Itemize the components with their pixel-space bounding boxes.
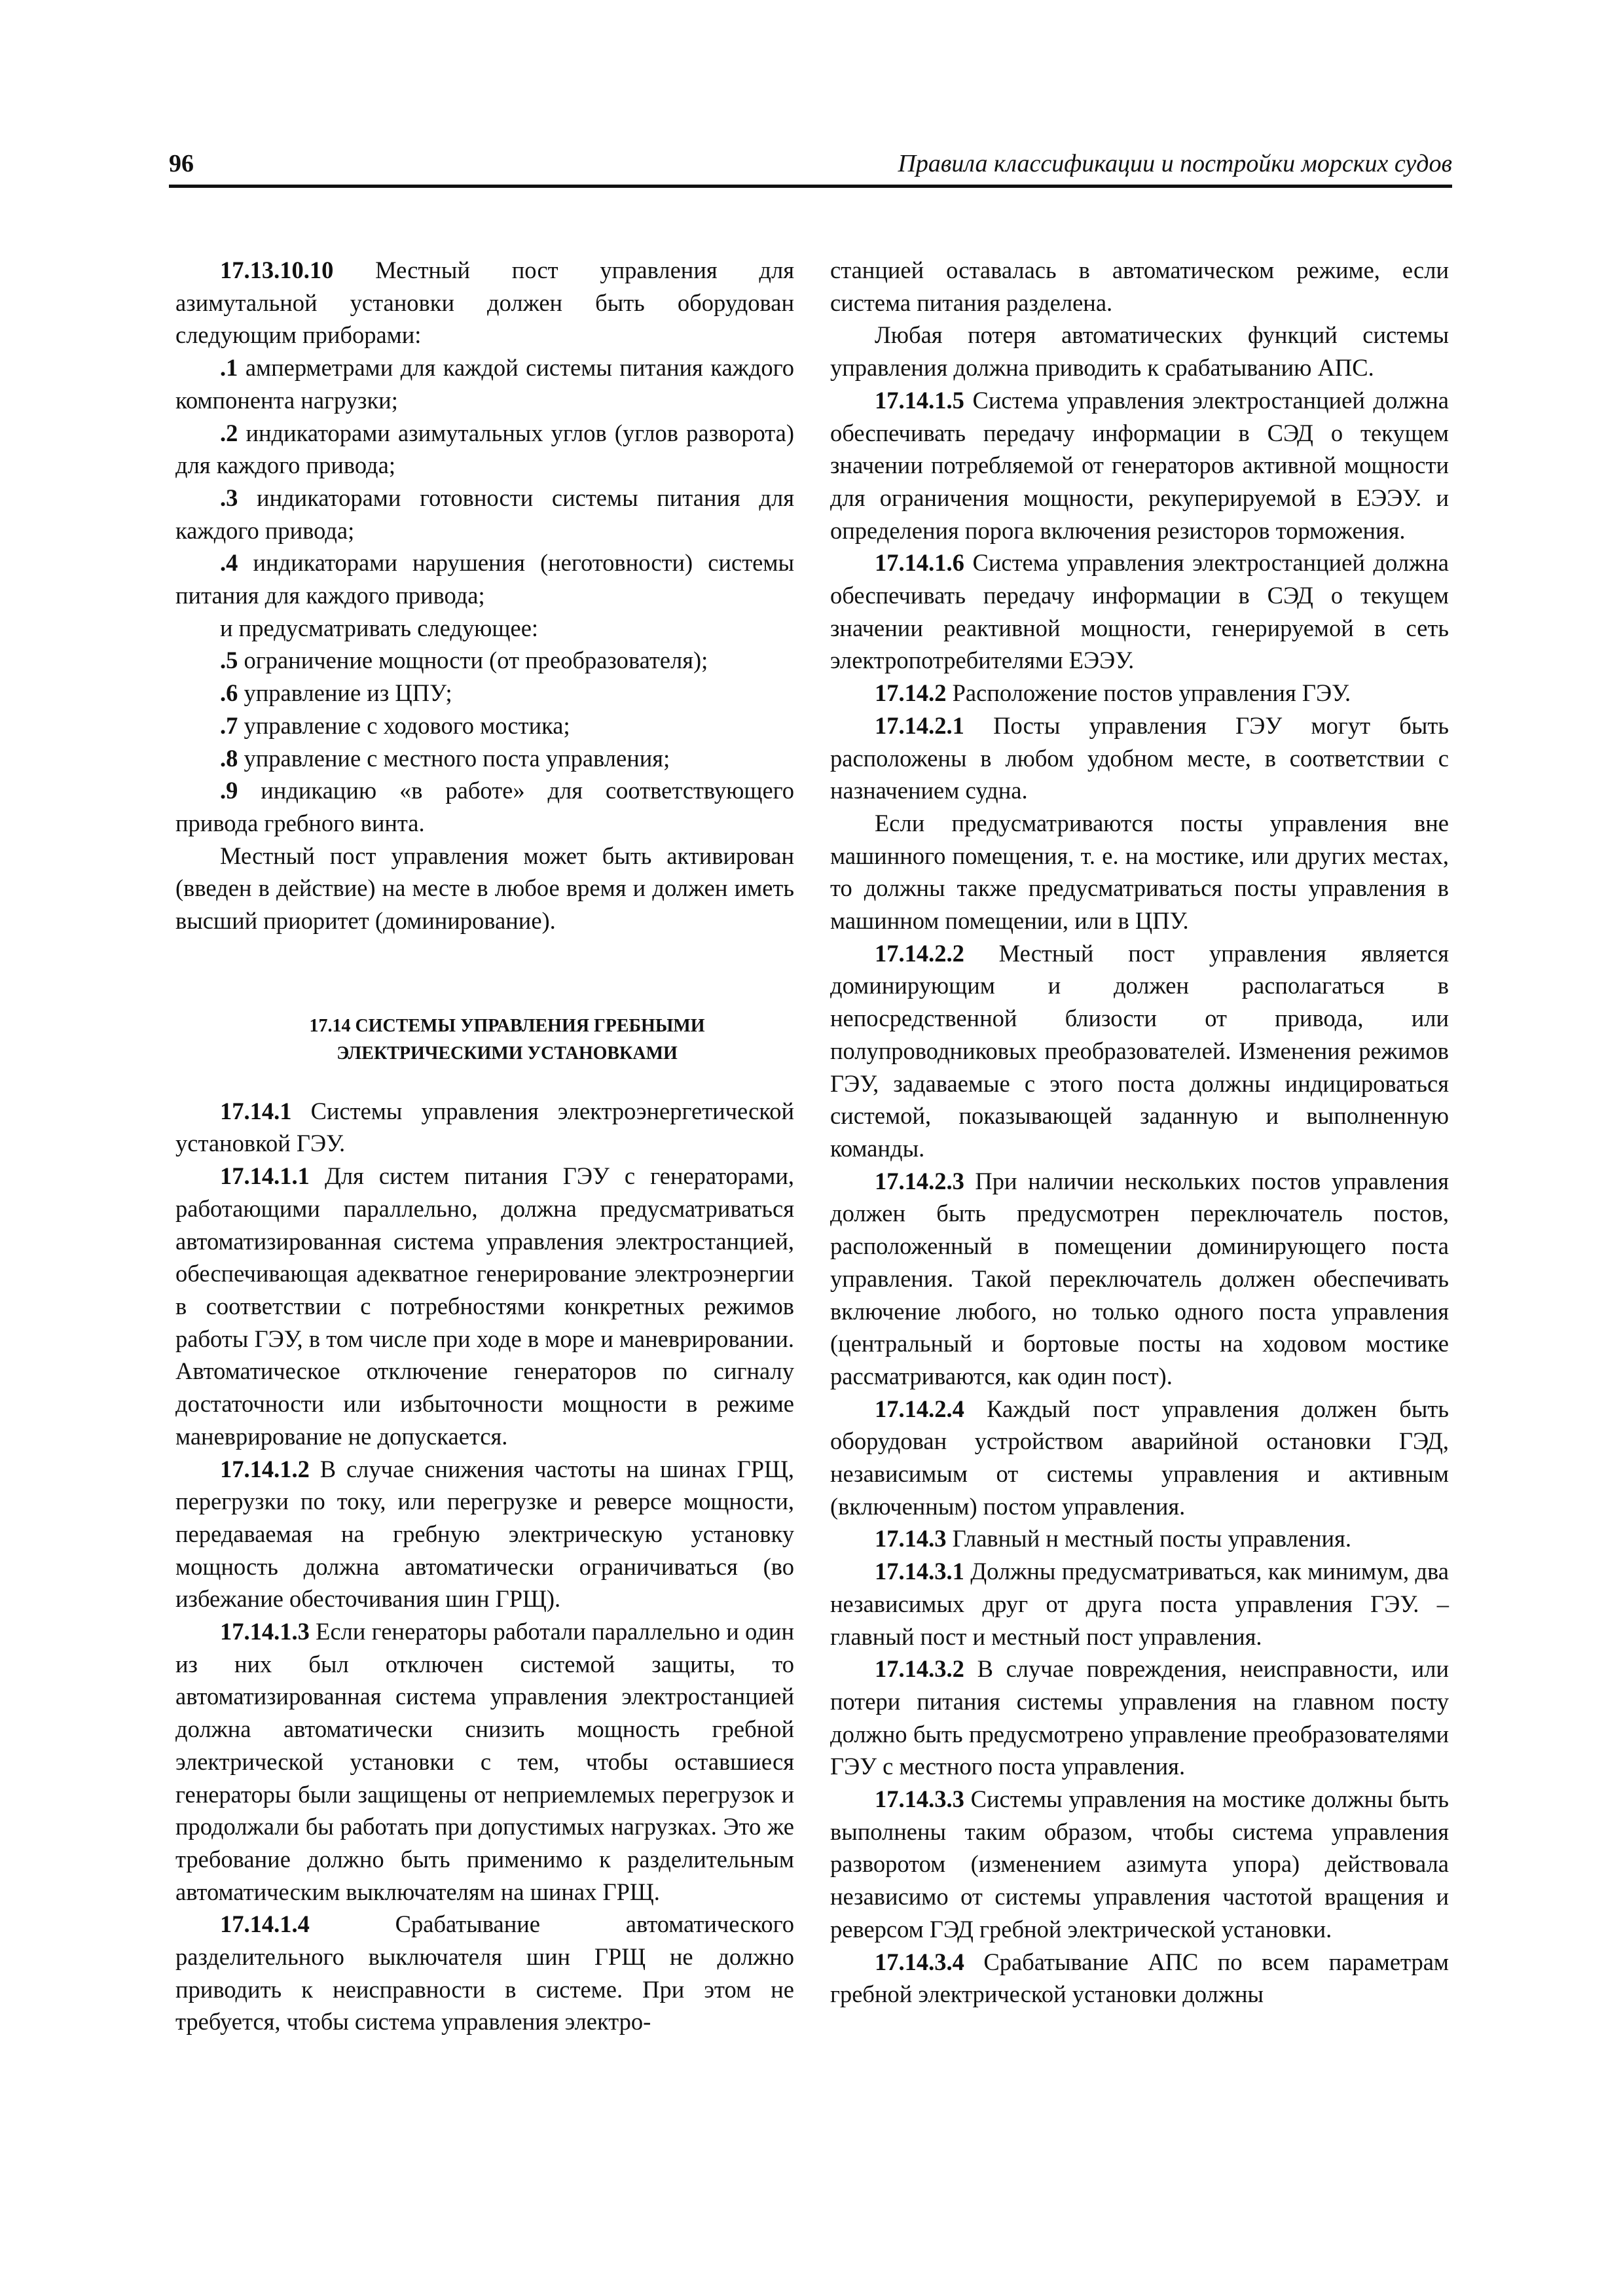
paragraph [175, 1160, 794, 1452]
paragraph [175, 482, 794, 547]
clause-number: .2 [220, 419, 238, 446]
right-column-paragraphs [830, 254, 1449, 2011]
paragraph-text: индикаторами азимутальных углов (углов разворота) для каждого привода; [175, 419, 794, 479]
paragraph-text: управление из ЦПУ; [238, 679, 452, 707]
clause-number: .9 [220, 777, 238, 804]
paragraph [830, 709, 1449, 807]
paragraph-text: и предусматривать следующее: [220, 614, 539, 641]
paragraph [830, 1165, 1449, 1393]
paragraph-text: Системы управления на мостике должны быть выполнены таким образом, чтобы система управления разворотом (изменением азимута упора) действовала независимо от системы управления частотой вращения и реверсом ГЭД гребной электрической установки. [830, 1785, 1449, 1943]
paragraph [175, 677, 794, 709]
paragraph [830, 937, 1449, 1165]
page-number: 96 [169, 150, 194, 177]
paragraph-text: Для систем питания ГЭУ с генераторами, работающими параллельно, должна предусматриваться автоматизированная система управления электростанцией, обеспечивающая адекватное генерирование электроэнергии в соответствии с потребностями конкретных режимов работы ГЭУ, в том числе при ходе в море и маневрировании. Автоматическое отключение генераторов по сигналу достаточности или избыточности мощности в режиме маневрирование не допускается. [175, 1162, 794, 1450]
paragraph-text: Местный пост управления является доминирующим и должен располагаться в непосредственной близости от привода, или полупроводниковых преобразователей. Изменения режимов ГЭУ, задаваемые с этого поста должны индицироваться системой, показывающей заданную и выполненную команды. [830, 939, 1449, 1162]
paragraph [830, 1555, 1449, 1653]
paragraph-text: Расположение постов управления ГЭУ. [946, 679, 1351, 707]
paragraph [175, 612, 794, 645]
paragraph [830, 547, 1449, 677]
paragraph [175, 709, 794, 742]
clause-number: .4 [220, 549, 238, 577]
clause-number: 17.14.1.3 [220, 1618, 310, 1645]
clause-number: 17.14.3.4 [875, 1948, 964, 1975]
paragraph-text: Любая потеря автоматических функций системы управления должна приводить к срабатыванию АПС. [830, 321, 1449, 382]
paragraph-text: Каждый пост управления должен быть оборудован устройством аварийной остановки ГЭД, независимым от системы управления и активным (включенным) постом управления. [830, 1395, 1449, 1520]
paragraph-text: станцией оставалась в автоматическом режиме, если система питания разделена. [830, 257, 1449, 316]
paragraph [830, 1522, 1449, 1555]
paragraph-text: Главный н местный посты управления. [946, 1525, 1351, 1552]
paragraph [830, 384, 1449, 547]
paragraph-text: Местный пост управления может быть активирован (введен в действие) на месте в любое время и должен иметь высший приоритет (доминирование). [175, 842, 794, 935]
clause-number: 17.14.2.3 [875, 1167, 964, 1194]
paragraph-text: В случае снижения частоты на шинах ГРЩ, перегрузки по току, или перегрузке и реверсе мощности, передаваемая на гребную электрическую установку мощность должна автоматически ограничиваться (во избежание обесточивания шин ГРЩ). [175, 1455, 794, 1613]
paragraph [175, 774, 794, 839]
left-column [175, 254, 794, 2038]
paragraph [830, 807, 1449, 937]
paragraph [175, 840, 794, 937]
paragraph-text: При наличии нескольких постов управления должен быть предусмотрен переключатель постов, расположенный в помещении доминирующего поста управления. Такой переключатель должен обеспечивать включение любого, но только одного поста управления (центральный и бортовые посты на ходовом мостике рассматриваются, как один пост). [830, 1167, 1449, 1390]
clause-number: .3 [220, 484, 238, 511]
clause-number: 17.14.2.2 [875, 939, 964, 967]
spacer [175, 1067, 794, 1095]
clause-number: 17.14.1 [220, 1097, 292, 1124]
paragraph [830, 1393, 1449, 1523]
paragraph [175, 1908, 794, 2038]
paragraph-text: Местный пост управления для азимутальной установки должен быть оборудован следующим приборами: [175, 257, 794, 349]
paragraph-text: Посты управления ГЭУ могут быть расположены в любом удобном месте, в соответствии с назначением судна. [830, 711, 1449, 804]
paragraph [830, 254, 1449, 319]
paragraph [830, 319, 1449, 384]
clause-number: 17.14.3.1 [875, 1558, 964, 1585]
paragraph-text: Срабатывание АПС по всем параметрам гребной электрической установки должны [830, 1948, 1449, 2008]
paragraph [175, 742, 794, 775]
paragraph [175, 417, 794, 482]
clause-number: 17.14.3.3 [875, 1785, 964, 1813]
paragraph-text: Если генераторы работали параллельно и один из них был отключен системой защиты, то автоматизированная система управления электростанцией должна автоматически снизить мощность гребной электрической установки с тем, чтобы оставшиеся генераторы были защищены от неприемлемых перегрузок и продолжали бы работать при допустимых нагрузках. Это же требование должно быть применимо к разделительным автоматическим выключателям на шинах ГРЩ. [175, 1618, 794, 1905]
paragraph-text: управление с ходового мостика; [238, 711, 570, 739]
paragraph-text: индикацию «в работе» для соответствующего привода гребного винта. [175, 777, 794, 836]
paragraph [830, 1783, 1449, 1946]
clause-number: 17.14.3 [875, 1525, 947, 1552]
paragraph [830, 1946, 1449, 2011]
paragraph-text: ограничение мощности (от преобразователя); [238, 647, 708, 674]
clause-number: 17.14.2.1 [875, 711, 964, 739]
paragraph-text: Система управления электростанцией должна обеспечивать передачу информации в СЭД о текущем значении реактивной мощности, генерируемой в сеть электропотребителями ЕЭЭУ. [830, 549, 1449, 674]
paragraph-text: Если предусматриваются посты управления вне машинного помещения, т. е. на мостике, или других местах, то должны также предусматриваться посты управления в машинном помещении, или в ЦПУ. [830, 809, 1449, 935]
clause-number: 17.14.1.2 [220, 1455, 310, 1482]
paragraph-text: индикаторами готовности системы питания для каждого привода; [175, 484, 794, 544]
paragraph [830, 1653, 1449, 1783]
clause-number: 17.13.10.10 [220, 257, 334, 283]
paragraph-text: амперметрами для каждой системы питания каждого компонента нагрузки; [175, 354, 794, 414]
paragraph [175, 1453, 794, 1616]
section-title-line-1: 17.14 СИСТЕМЫ УПРАВЛЕНИЯ ГРЕБНЫМИ [309, 1015, 705, 1036]
clause-number: 17.14.1.4 [220, 1910, 310, 1938]
paragraph [830, 677, 1449, 709]
paragraph-text: Срабатывание автоматического разделительного выключателя шин ГРЩ не должно приводить к неисправности в системе. При этом не требуется, чтобы система управления электро- [175, 1910, 794, 2036]
clause-number: 17.14.1.6 [875, 549, 964, 577]
clause-number: .1 [220, 354, 238, 382]
clause-number: 17.14.3.2 [875, 1655, 964, 1683]
paragraph-text: Система управления электростанцией должна обеспечивать передачу информации в СЭД о текущем значении потребляемой от генераторов активной мощности для ограничения мощности, рекуперируемой в ЕЭЭУ. и определения порога включения резисторов торможения. [830, 386, 1449, 544]
clause-number: .8 [220, 744, 238, 772]
clause-number: 17.14.1.1 [220, 1162, 310, 1190]
paragraph-text: индикаторами нарушения (неготовности) системы питания для каждого привода; [175, 549, 794, 609]
spacer [175, 937, 794, 1013]
left-column-paragraphs-after-title [175, 1095, 794, 2038]
paragraph-text: В случае повреждения, неисправности, или потери питания системы управления на главном посту должно быть предусмотрено управление преобразователями ГЭУ с местного поста управления. [830, 1655, 1449, 1780]
paragraph [175, 254, 794, 351]
section-title-line-2: ЭЛЕКТРИЧЕСКИМИ УСТАНОВКАМИ [337, 1043, 678, 1064]
clause-number: .6 [220, 679, 238, 707]
paragraph [175, 644, 794, 677]
left-column-paragraphs [175, 254, 794, 937]
paragraph [175, 351, 794, 416]
paragraph [175, 547, 794, 611]
paragraph-text: Должны предусматриваться, как минимум, два независимых друг от друга поста управления ГЭУ. – главный пост и местный пост управления. [830, 1558, 1449, 1650]
paragraph [175, 1095, 794, 1160]
paragraph [175, 1615, 794, 1908]
clause-number: 17.14.1.5 [875, 386, 964, 414]
clause-number: 17.14.2 [875, 679, 947, 707]
clause-number: .7 [220, 711, 238, 739]
paragraph-text: управление с местного поста управления; [238, 744, 670, 772]
clause-number: .5 [220, 647, 238, 674]
running-title: Правила классификации и постройки морских судов [898, 150, 1452, 177]
clause-number: 17.14.2.4 [875, 1395, 964, 1422]
paragraph-text: Системы управления электроэнергетической установкой ГЭУ. [175, 1097, 794, 1157]
page-header [169, 143, 1452, 188]
right-column [830, 254, 1449, 2011]
